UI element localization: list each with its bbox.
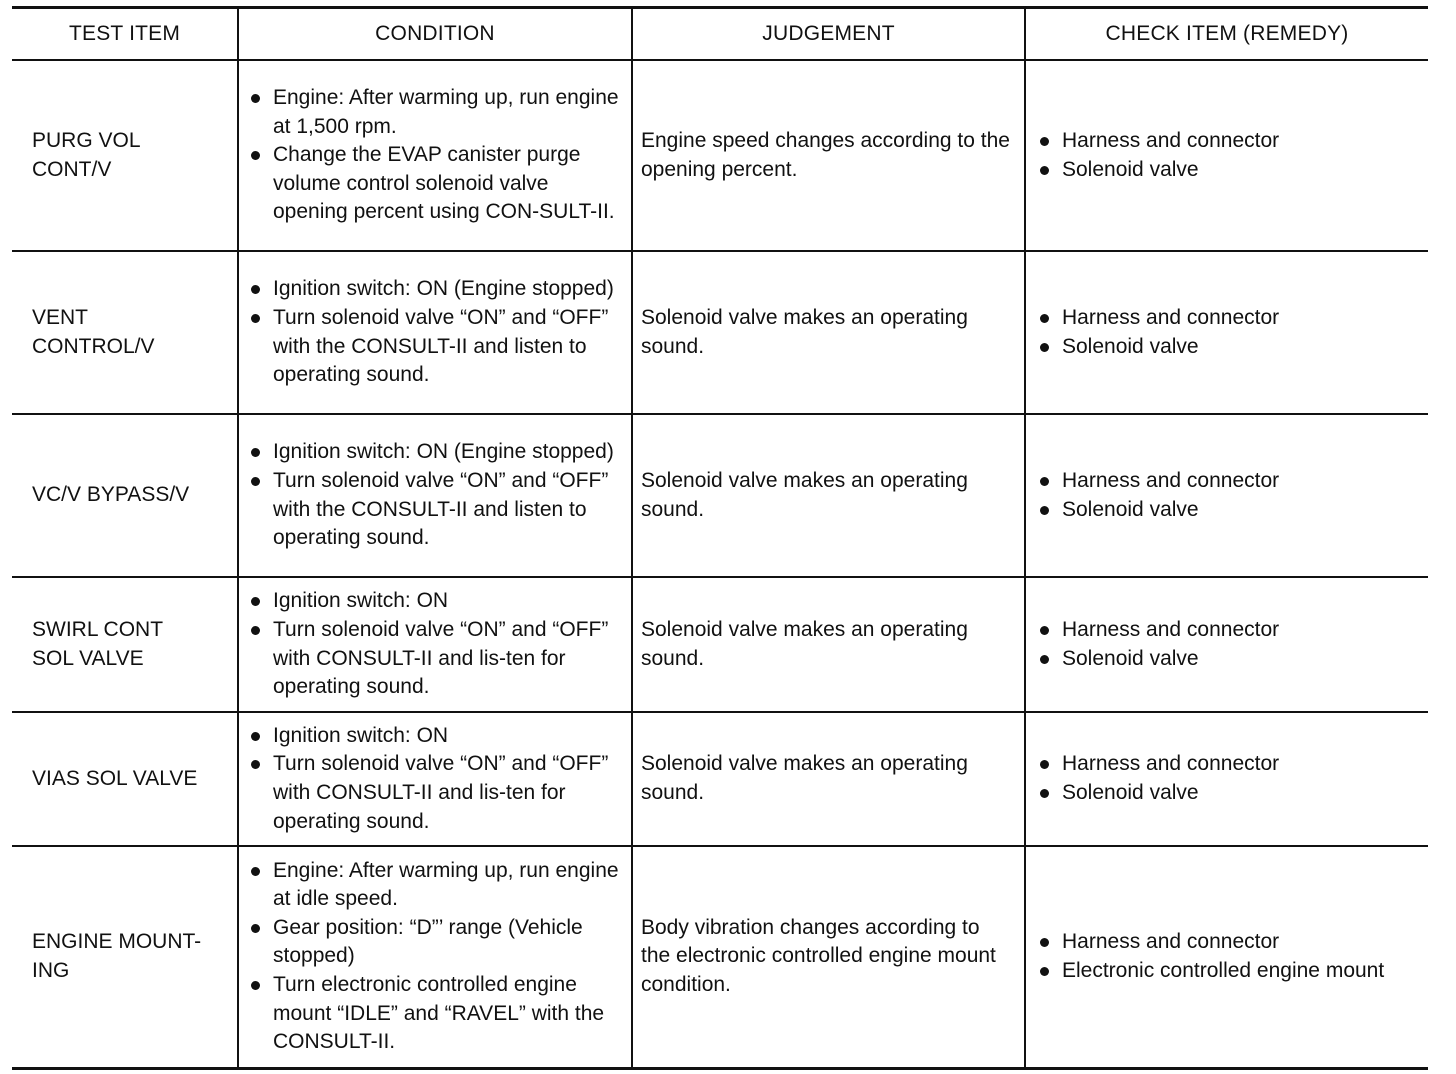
test-item-cell [12, 414, 238, 577]
condition-list [247, 587, 625, 701]
condition-item: Engine: After warming up, run engine at 1,500 rpm. [247, 84, 625, 141]
condition-cell [238, 577, 632, 712]
check-item-cell [1025, 60, 1428, 251]
check-item-cell [1025, 414, 1428, 577]
bullet-icon [251, 94, 260, 103]
condition-list [247, 438, 625, 552]
test-item-label: VC/V BYPASS/V [32, 483, 190, 507]
check-item-cell [1025, 846, 1428, 1068]
bullet-icon [1040, 314, 1049, 323]
condition-item: Engine: After warming up, run engine at idle speed. [247, 857, 625, 914]
check-item: Harness and connector [1036, 928, 1420, 957]
bullet-icon [1040, 166, 1049, 175]
header-condition: CONDITION [238, 8, 632, 61]
bullet-icon [1040, 967, 1049, 976]
bullet-icon [251, 151, 260, 160]
judgement-text: Solenoid valve makes an operating sound. [641, 468, 968, 521]
test-item-label: VENT CONTROL/V [32, 305, 155, 358]
check-item-cell [1025, 712, 1428, 846]
condition-item: Turn solenoid valve “ON” and “OFF” with CONSULT-II and lis-ten for operating sound. [247, 750, 625, 836]
test-item-label: ENGINE MOUNT-ING [32, 930, 202, 982]
test-item-cell [12, 577, 238, 712]
table-row [12, 414, 1428, 577]
condition-cell [238, 60, 632, 251]
condition-item: Change the EVAP canister purge volume control solenoid valve opening percent using CON-SULT-II. [247, 141, 625, 227]
bullet-icon [251, 981, 260, 990]
check-item: Harness and connector [1036, 467, 1420, 496]
table-row [12, 577, 1428, 712]
condition-item: Turn solenoid valve “ON” and “OFF” with the CONSULT-II and listen to operating sound. [247, 304, 625, 390]
bullet-icon [1040, 477, 1049, 486]
check-item: Solenoid valve [1036, 645, 1420, 674]
bullet-icon [251, 448, 260, 457]
check-item: Solenoid valve [1036, 333, 1420, 362]
bullet-icon [1040, 760, 1049, 769]
check-list [1036, 616, 1420, 673]
header-row [12, 8, 1428, 61]
bullet-icon [251, 626, 260, 635]
condition-cell [238, 251, 632, 414]
check-list [1036, 928, 1420, 985]
condition-item: Ignition switch: ON (Engine stopped) [247, 438, 625, 467]
test-item-table [12, 6, 1428, 1070]
check-item: Solenoid valve [1036, 496, 1420, 525]
header-judgement: JUDGEMENT [632, 8, 1025, 61]
bullet-icon [251, 477, 260, 486]
condition-item: Turn electronic controlled engine mount “IDLE” and “RAVEL” with the CONSULT-II. [247, 971, 625, 1057]
bullet-icon [251, 732, 260, 741]
condition-list [247, 722, 625, 836]
check-item-cell [1025, 251, 1428, 414]
condition-cell [238, 846, 632, 1068]
condition-list [247, 84, 625, 227]
table-row [12, 712, 1428, 846]
header-check-item: CHECK ITEM (REMEDY) [1025, 8, 1428, 61]
judgement-cell [632, 414, 1025, 577]
check-item: Harness and connector [1036, 750, 1420, 779]
judgement-cell [632, 60, 1025, 251]
table-row [12, 60, 1428, 251]
bullet-icon [1040, 506, 1049, 515]
test-item-label: PURG VOL CONT/V [32, 128, 140, 181]
check-item: Electronic controlled engine mount [1036, 957, 1420, 986]
header-test-item: TEST ITEM [12, 8, 238, 61]
judgement-text: Solenoid valve makes an operating sound. [641, 617, 968, 670]
check-list [1036, 750, 1420, 807]
table-row [12, 251, 1428, 414]
bullet-icon [1040, 789, 1049, 798]
judgement-cell [632, 712, 1025, 846]
check-item: Solenoid valve [1036, 156, 1420, 185]
condition-item: Turn solenoid valve “ON” and “OFF” with the CONSULT-II and listen to operating sound. [247, 467, 625, 553]
test-item-cell [12, 60, 238, 251]
test-item-label: SWIRL CONT SOL VALVE [32, 617, 163, 670]
check-list [1036, 467, 1420, 524]
judgement-cell [632, 846, 1025, 1068]
bullet-icon [1040, 137, 1049, 146]
bullet-icon [251, 597, 260, 606]
condition-item: Gear position: “D”’ range (Vehicle stopped) [247, 914, 625, 971]
bullet-icon [251, 285, 260, 294]
table-row [12, 846, 1428, 1068]
bullet-icon [1040, 343, 1049, 352]
judgement-text: Engine speed changes according to the opening percent. [641, 128, 1010, 181]
bullet-icon [251, 924, 260, 933]
judgement-cell [632, 251, 1025, 414]
bullet-icon [1040, 626, 1049, 635]
check-list [1036, 304, 1420, 361]
check-item: Harness and connector [1036, 304, 1420, 333]
check-list [1036, 127, 1420, 184]
condition-item: Ignition switch: ON [247, 587, 625, 616]
condition-item: Ignition switch: ON [247, 722, 625, 751]
judgement-text: Solenoid valve makes an operating sound. [641, 752, 968, 804]
condition-cell [238, 712, 632, 846]
bullet-icon [251, 867, 260, 876]
condition-cell [238, 414, 632, 577]
test-item-cell [12, 251, 238, 414]
bullet-icon [251, 760, 260, 769]
test-item-cell [12, 846, 238, 1068]
condition-item: Ignition switch: ON (Engine stopped) [247, 275, 625, 304]
judgement-text: Body vibration changes according to the electronic controlled engine mount condition. [641, 915, 996, 997]
check-item: Solenoid valve [1036, 779, 1420, 808]
condition-item: Turn solenoid valve “ON” and “OFF” with CONSULT-II and lis-ten for operating sound. [247, 616, 625, 702]
condition-list [247, 275, 625, 389]
test-item-label: VIAS SOL VALVE [32, 766, 198, 790]
check-item-cell [1025, 577, 1428, 712]
judgement-text: Solenoid valve makes an operating sound. [641, 305, 968, 358]
bullet-icon [251, 314, 260, 323]
test-item-cell [12, 712, 238, 846]
check-item: Harness and connector [1036, 616, 1420, 645]
check-item: Harness and connector [1036, 127, 1420, 156]
condition-list [247, 857, 625, 1057]
bullet-icon [1040, 938, 1049, 947]
judgement-cell [632, 577, 1025, 712]
bullet-icon [1040, 655, 1049, 664]
